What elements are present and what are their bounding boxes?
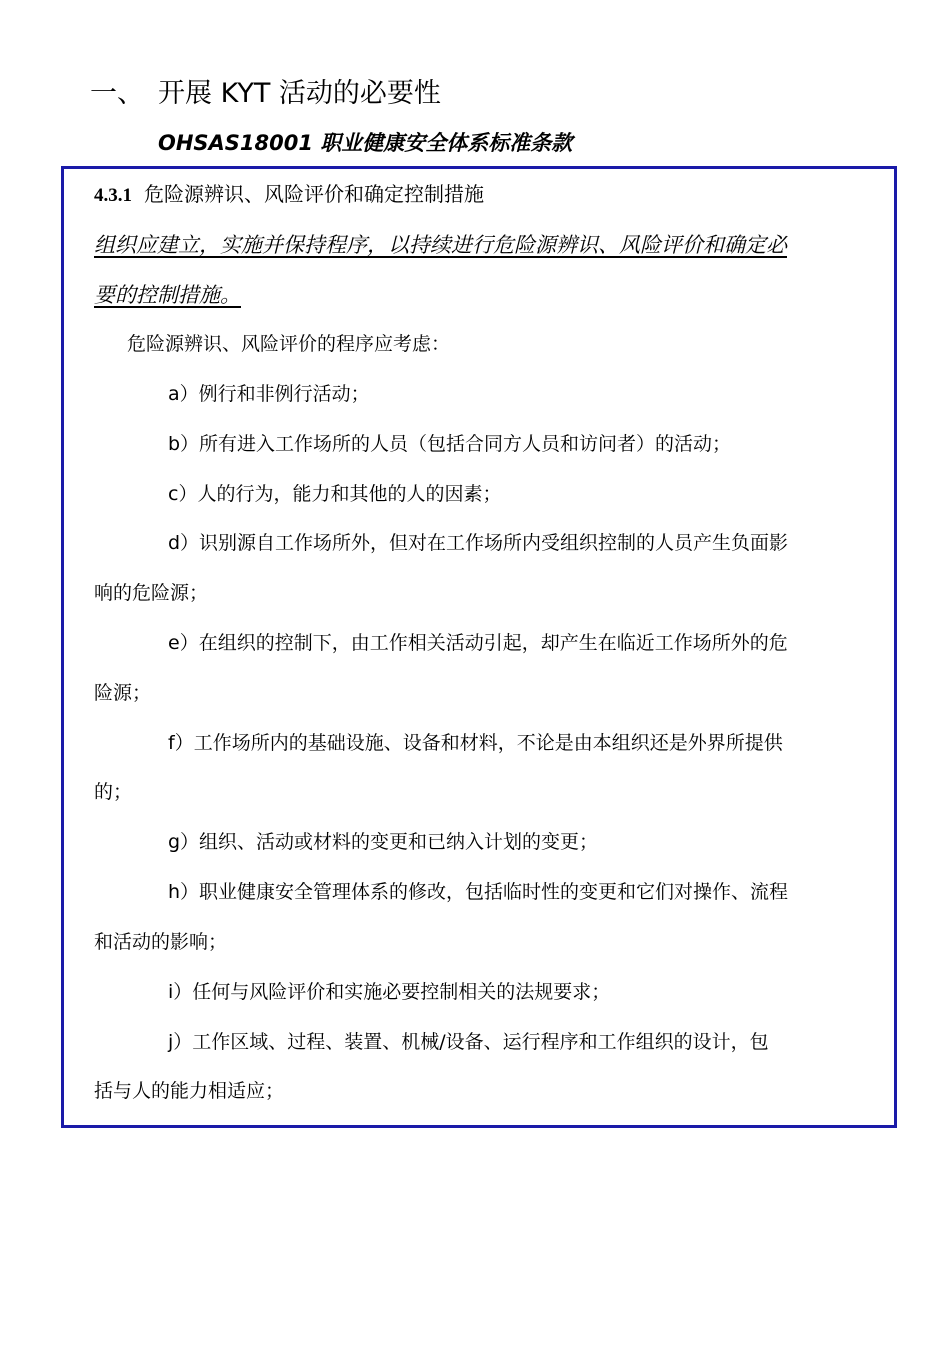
requirement-line-2: 要的控制措施。: [94, 283, 241, 307]
list-item-h-line-1: h）职业健康安全管理体系的修改，包括临时性的变更和它们对操作、流程: [168, 881, 789, 903]
section-heading: [90, 74, 441, 114]
standard-subheading: OHSAS18001 职业健康安全体系标准条款: [158, 131, 573, 155]
list-item-i: i）任何与风险评价和实施必要控制相关的法规要求；: [168, 981, 611, 1003]
list-item-j-line-2: 括与人的能力相适应；: [94, 1080, 285, 1102]
list-item-d-line-1: d）识别源自工作场所外，但对在工作场所内受组织控制的人员产生负面影: [168, 532, 789, 554]
list-item-f-line-2: 的；: [94, 781, 133, 803]
clause-title: 危险源辨识、风险评价和确定控制措施: [144, 182, 484, 206]
section-number: 一、: [90, 78, 144, 109]
clause-heading: [94, 179, 484, 211]
list-item-c: c）人的行为，能力和其他的人的因素；: [168, 483, 502, 505]
list-item-a: a）例行和非例行活动；: [168, 383, 370, 405]
list-item-h-line-2: 和活动的影响；: [94, 931, 228, 953]
clause-box: [61, 166, 897, 1128]
list-item-b: b）所有进入工作场所的人员（包括合同方人员和访问者）的活动；: [168, 433, 732, 455]
requirement-line-1: 组织应建立，实施并保持程序，以持续进行危险源辨识、风险评价和确定必: [94, 233, 787, 257]
procedure-intro: 危险源辨识、风险评价的程序应考虑：: [127, 333, 451, 355]
clause-number: 4.3.1: [94, 185, 132, 206]
list-item-e-line-1: e）在组织的控制下，由工作相关活动引起，却产生在临近工作场所外的危: [168, 632, 788, 654]
list-item-j-line-1: j）工作区域、过程、装置、机械/设备、运行程序和工作组织的设计，包: [168, 1031, 769, 1053]
list-item-f-line-1: f）工作场所内的基础设施、设备和材料，不论是由本组织还是外界所提供: [168, 732, 783, 754]
list-item-g: g）组织、活动或材料的变更和已纳入计划的变更；: [168, 831, 599, 853]
list-item-d-line-2: 响的危险源；: [94, 582, 209, 604]
section-title: 开展 KYT 活动的必要性: [158, 78, 441, 109]
list-item-e-line-2: 险源；: [94, 682, 152, 704]
